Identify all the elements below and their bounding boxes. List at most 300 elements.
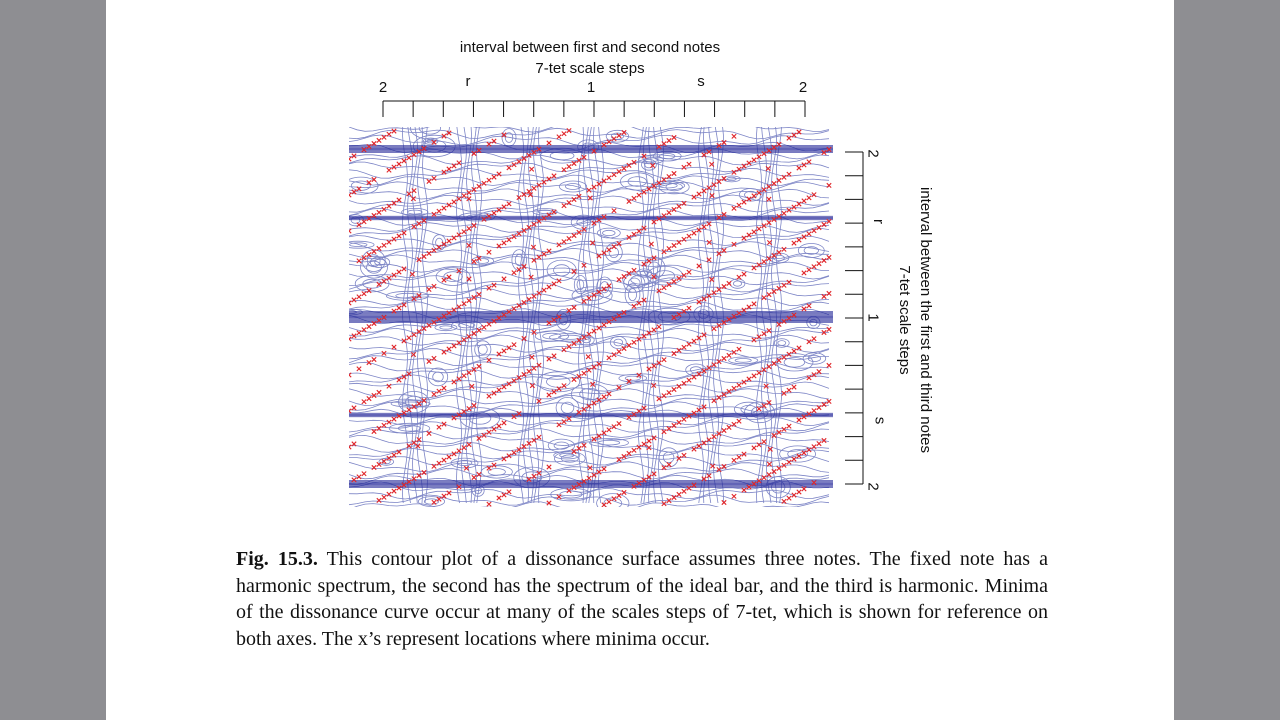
contour-loop xyxy=(433,372,444,382)
minima-marker xyxy=(387,276,391,280)
minima-marker xyxy=(692,447,696,451)
minima-marker xyxy=(507,166,511,170)
minima-marker xyxy=(407,336,411,340)
minima-marker xyxy=(362,220,366,224)
contour-loop xyxy=(478,345,487,355)
minima-marker xyxy=(397,234,401,238)
minima-marker xyxy=(452,200,456,204)
minima-marker xyxy=(607,500,611,504)
minima-marker xyxy=(722,356,726,360)
contour-loop xyxy=(766,477,790,498)
minima-marker xyxy=(372,465,376,469)
minima-marker xyxy=(517,159,521,163)
minima-marker xyxy=(427,251,431,255)
minima-marker xyxy=(372,321,376,325)
minima-marker xyxy=(812,337,816,341)
contour-loop xyxy=(628,289,636,301)
contour-plot xyxy=(349,127,833,507)
minima-marker xyxy=(502,205,506,209)
minima-marker xyxy=(812,265,816,269)
minima-marker xyxy=(647,439,651,443)
contour-loop xyxy=(559,181,586,192)
minima-marker xyxy=(727,281,731,285)
minima-marker xyxy=(587,476,591,480)
contour-loop xyxy=(603,230,616,235)
minima-marker xyxy=(817,261,821,265)
minima-marker xyxy=(632,340,636,344)
minima-marker xyxy=(762,440,766,444)
minima-marker xyxy=(477,292,481,296)
minima-marker xyxy=(597,362,601,366)
minima-marker xyxy=(427,179,431,183)
minima-marker xyxy=(482,433,486,437)
minima-marker xyxy=(662,358,666,362)
minima-marker xyxy=(442,278,446,282)
minima-marker xyxy=(742,272,746,276)
minima-marker xyxy=(412,225,416,229)
contour-loop xyxy=(735,359,751,363)
minima-marker xyxy=(732,206,736,210)
minima-marker xyxy=(437,425,441,429)
minima-marker xyxy=(507,346,511,350)
minima-marker xyxy=(612,209,616,213)
minima-marker xyxy=(792,457,796,461)
minima-marker xyxy=(467,277,471,281)
minima-marker xyxy=(552,174,556,178)
minima-marker xyxy=(762,260,766,264)
minima-marker xyxy=(357,295,361,299)
contour-loop xyxy=(428,368,447,386)
minima-marker xyxy=(367,396,371,400)
minima-marker xyxy=(572,305,576,309)
minima-marker xyxy=(407,156,411,160)
minima-marker xyxy=(787,136,791,140)
minima-marker xyxy=(572,233,576,237)
minima-marker xyxy=(447,167,451,171)
minima-marker xyxy=(637,193,641,197)
minima-marker xyxy=(657,325,661,329)
y-tick-label-r: r xyxy=(870,219,887,224)
contour-loop xyxy=(778,341,786,346)
minima-marker xyxy=(397,198,401,202)
minima-marker xyxy=(767,292,771,296)
minima-marker xyxy=(727,353,731,357)
minima-marker xyxy=(792,385,796,389)
minima-marker xyxy=(757,227,761,231)
minima-marker xyxy=(642,298,646,302)
minima-marker xyxy=(797,238,801,242)
minima-marker xyxy=(527,369,531,373)
minima-marker xyxy=(377,282,381,286)
minima-marker xyxy=(362,400,366,404)
minima-marker xyxy=(677,420,681,424)
minima-marker xyxy=(772,433,776,437)
minima-marker xyxy=(677,456,681,460)
contour-loop xyxy=(663,452,674,463)
minima-marker xyxy=(502,277,506,281)
minima-marker xyxy=(349,193,351,197)
minima-marker xyxy=(472,475,476,479)
minima-marker xyxy=(562,204,566,208)
x-tick-label-1: 1 xyxy=(586,79,596,96)
minima-marker xyxy=(822,294,826,298)
minima-marker xyxy=(777,466,781,470)
contour-loop xyxy=(515,254,523,265)
minima-marker xyxy=(392,345,396,349)
minima-marker xyxy=(667,210,671,214)
minima-marker xyxy=(477,436,481,440)
contour-loop xyxy=(733,281,741,286)
minima-marker xyxy=(397,306,401,310)
minima-marker xyxy=(622,274,626,278)
minima-marker xyxy=(547,393,551,397)
minima-marker xyxy=(572,197,576,201)
minima-marker xyxy=(787,424,791,428)
minima-marker xyxy=(512,271,516,275)
contour-loop xyxy=(745,402,775,423)
minima-marker xyxy=(612,173,616,177)
minima-marker xyxy=(377,498,381,502)
x-tick-label-r: r xyxy=(465,73,471,90)
minima-marker xyxy=(737,383,741,387)
minima-marker xyxy=(632,448,636,452)
minima-marker xyxy=(652,328,656,332)
minima-marker xyxy=(377,246,381,250)
minima-marker xyxy=(432,392,436,396)
minima-marker xyxy=(687,162,691,166)
minima-marker xyxy=(787,280,791,284)
minima-marker xyxy=(782,247,786,251)
minima-marker xyxy=(507,490,511,494)
minima-marker xyxy=(682,165,686,169)
minima-marker xyxy=(702,189,706,193)
contour-loop xyxy=(440,326,452,329)
minima-marker xyxy=(357,367,361,371)
minima-marker xyxy=(542,252,546,256)
minima-marker xyxy=(387,384,391,388)
minima-marker xyxy=(712,435,716,439)
y-tick-label-1: 1 xyxy=(864,313,882,322)
y-tick-label-bottom-2: 2 xyxy=(864,482,882,491)
minima-marker xyxy=(462,230,466,234)
x-tick-label-left-2: 2 xyxy=(378,79,388,96)
minima-marker xyxy=(602,431,606,435)
minima-marker xyxy=(457,161,461,165)
minima-marker xyxy=(722,500,726,504)
minima-marker xyxy=(547,141,551,145)
minima-marker xyxy=(497,424,501,428)
minima-marker xyxy=(692,339,696,343)
minima-marker xyxy=(537,435,541,439)
minima-marker xyxy=(617,133,621,137)
contour-loop xyxy=(349,241,374,248)
minima-marker xyxy=(777,250,781,254)
minima-marker xyxy=(567,164,571,168)
minima-marker xyxy=(647,367,651,371)
minima-marker xyxy=(757,407,761,411)
minima-marker xyxy=(462,194,466,198)
minima-marker xyxy=(362,292,366,296)
y-axis-title-line2: 7-tet scale steps xyxy=(896,265,913,375)
minima-marker xyxy=(752,302,756,306)
minima-marker xyxy=(487,394,491,398)
minima-marker xyxy=(782,355,786,359)
minima-marker xyxy=(672,351,676,355)
minima-marker xyxy=(627,343,631,347)
minima-marker xyxy=(512,343,516,347)
minima-marker xyxy=(492,175,496,179)
contour-loop xyxy=(481,466,512,478)
minima-marker xyxy=(462,446,466,450)
minima-marker xyxy=(717,287,721,291)
minima-marker xyxy=(747,377,751,381)
minima-marker xyxy=(357,475,361,479)
minima-marker xyxy=(687,270,691,274)
minima-marker xyxy=(387,240,391,244)
minima-marker xyxy=(392,489,396,493)
minima-marker xyxy=(752,446,756,450)
minima-marker xyxy=(597,326,601,330)
contour-line xyxy=(349,448,829,459)
minima-marker xyxy=(557,243,561,247)
minima-marker xyxy=(597,182,601,186)
minima-marker xyxy=(562,240,566,244)
minima-marker xyxy=(602,323,606,327)
minima-marker xyxy=(752,230,756,234)
minima-marker xyxy=(477,328,481,332)
minima-marker xyxy=(607,356,611,360)
minima-marker xyxy=(367,324,371,328)
minima-marker xyxy=(827,399,831,403)
minima-marker xyxy=(827,255,831,259)
minima-marker xyxy=(377,390,381,394)
contour-line xyxy=(349,175,829,185)
minima-marker xyxy=(737,455,741,459)
minima-marker xyxy=(387,168,391,172)
minima-marker xyxy=(562,420,566,424)
contour-loop xyxy=(351,181,370,190)
minima-marker xyxy=(772,289,776,293)
minima-marker xyxy=(547,285,551,289)
minima-marker xyxy=(737,347,741,351)
minima-marker xyxy=(392,237,396,241)
minima-marker xyxy=(632,196,636,200)
minima-marker xyxy=(447,239,451,243)
minima-marker xyxy=(572,377,576,381)
minima-marker xyxy=(467,442,471,446)
minima-marker xyxy=(497,388,501,392)
minima-marker xyxy=(632,304,636,308)
minima-marker xyxy=(522,372,526,376)
contour-loop xyxy=(566,184,581,190)
minima-marker xyxy=(382,495,386,499)
y-axis-title xyxy=(883,164,947,476)
minima-marker xyxy=(357,331,361,335)
contour-loop xyxy=(729,357,758,364)
minima-marker xyxy=(827,291,831,295)
contour-loop xyxy=(659,180,689,194)
minima-marker xyxy=(357,259,361,263)
minima-marker xyxy=(797,346,801,350)
minima-marker xyxy=(487,502,491,506)
minima-marker xyxy=(742,200,746,204)
minima-marker xyxy=(487,178,491,182)
minima-marker xyxy=(827,363,831,367)
minima-marker xyxy=(582,371,586,375)
x-tick-label-right-2: 2 xyxy=(798,79,808,96)
contour-loop xyxy=(610,336,626,348)
minima-marker xyxy=(462,374,466,378)
minima-marker xyxy=(752,338,756,342)
caption-text: This contour plot of a dissonance surface assumes three notes. The fixed note has a harmonic spectrum, the second has the spectrum of the ideal bar, and the third is harmonic. Minima of the dissonance curve occur at many of the scales steps of 7-tet, which is shown for reference on both axes. The x’s represent locations where minima occur. xyxy=(236,548,1049,650)
minima-marker xyxy=(512,307,516,311)
y-tick-label-top-2: 2 xyxy=(864,149,882,158)
minima-marker xyxy=(362,472,366,476)
minima-marker xyxy=(487,250,491,254)
minima-marker xyxy=(752,374,756,378)
minima-marker xyxy=(492,283,496,287)
minima-marker xyxy=(502,421,506,425)
minima-marker xyxy=(767,462,771,466)
minima-marker xyxy=(807,268,811,272)
minima-marker xyxy=(807,160,811,164)
minima-marker xyxy=(737,419,741,423)
minima-marker xyxy=(687,234,691,238)
minima-marker xyxy=(767,197,771,201)
minima-marker xyxy=(642,442,646,446)
minima-marker xyxy=(432,176,436,180)
minima-marker xyxy=(592,329,596,333)
contour-loop xyxy=(651,181,685,190)
contour-loop xyxy=(598,440,619,445)
minima-marker xyxy=(442,386,446,390)
minima-marker xyxy=(452,236,456,240)
minima-marker xyxy=(567,236,571,240)
minima-marker xyxy=(807,196,811,200)
minima-marker xyxy=(402,231,406,235)
minima-marker xyxy=(617,277,621,281)
minima-marker xyxy=(447,347,451,351)
minima-marker xyxy=(517,267,521,271)
minima-marker xyxy=(682,417,686,421)
minima-marker xyxy=(612,497,616,501)
x-axis-ruler xyxy=(349,95,839,125)
minima-marker xyxy=(742,236,746,240)
minima-marker xyxy=(787,172,791,176)
minima-marker xyxy=(352,406,356,410)
minima-marker xyxy=(797,418,801,422)
x-axis-title-line2: 7-tet scale steps xyxy=(535,60,645,77)
minima-marker xyxy=(787,388,791,392)
minima-marker xyxy=(792,349,796,353)
minima-marker xyxy=(767,472,771,476)
minima-marker xyxy=(497,496,501,500)
minima-marker xyxy=(547,465,551,469)
minima-marker xyxy=(612,137,616,141)
minima-marker xyxy=(727,425,731,429)
minima-marker xyxy=(542,288,546,292)
minima-marker xyxy=(732,386,736,390)
minima-marker xyxy=(407,408,411,412)
minima-marker xyxy=(737,203,741,207)
minima-marker xyxy=(602,395,606,399)
contour-loop xyxy=(741,405,757,413)
minima-marker xyxy=(467,226,471,230)
minima-marker xyxy=(617,349,621,353)
minima-marker xyxy=(472,259,476,263)
figure-caption xyxy=(236,546,1048,652)
minima-marker xyxy=(672,243,676,247)
minima-marker xyxy=(586,355,590,359)
minima-marker xyxy=(787,496,791,500)
minima-marker xyxy=(410,272,414,276)
minima-marker xyxy=(532,186,536,190)
minima-marker xyxy=(687,342,691,346)
y-tick-label-s: s xyxy=(871,416,889,425)
minima-marker xyxy=(802,199,806,203)
minima-marker xyxy=(392,129,396,133)
minima-marker xyxy=(782,211,786,215)
minima-marker xyxy=(787,460,791,464)
minima-marker xyxy=(687,378,691,382)
minima-marker xyxy=(672,387,676,391)
minima-marker xyxy=(547,357,551,361)
minima-marker xyxy=(592,185,596,189)
contour-loop xyxy=(424,499,438,504)
minima-marker xyxy=(762,296,766,300)
minima-marker xyxy=(802,271,806,275)
minima-marker xyxy=(392,417,396,421)
minima-marker xyxy=(537,291,541,295)
minima-marker xyxy=(662,430,666,434)
minima-marker xyxy=(497,208,501,212)
minima-marker xyxy=(662,286,666,290)
minima-marker xyxy=(677,204,681,208)
y-axis-title-line1: interval between the first and third notes xyxy=(917,187,934,453)
minima-marker xyxy=(552,282,556,286)
minima-marker xyxy=(607,176,611,180)
minima-marker xyxy=(682,453,686,457)
minima-marker xyxy=(712,327,716,331)
minima-marker xyxy=(812,409,816,413)
minima-marker xyxy=(562,132,566,136)
minima-marker xyxy=(807,232,811,236)
minima-marker xyxy=(562,384,566,388)
minima-marker xyxy=(537,255,541,259)
minima-marker xyxy=(602,467,606,471)
minima-marker xyxy=(667,174,671,178)
minima-marker xyxy=(497,172,501,176)
minima-marker xyxy=(732,458,736,462)
contour-loop xyxy=(547,376,571,387)
minima-marker xyxy=(349,157,351,161)
minima-marker xyxy=(427,359,431,363)
minima-marker xyxy=(427,287,431,291)
contour-loop xyxy=(659,183,678,188)
minima-marker xyxy=(532,294,536,298)
minima-marker xyxy=(397,378,401,382)
contour-line xyxy=(349,435,829,446)
minima-marker xyxy=(487,286,491,290)
minima-marker xyxy=(682,345,686,349)
minima-marker xyxy=(607,428,611,432)
minima-marker xyxy=(692,231,696,235)
minima-marker xyxy=(772,469,776,473)
minima-marker xyxy=(667,246,671,250)
minima-marker xyxy=(667,138,671,142)
minima-marker xyxy=(722,428,726,432)
minima-marker xyxy=(797,166,801,170)
